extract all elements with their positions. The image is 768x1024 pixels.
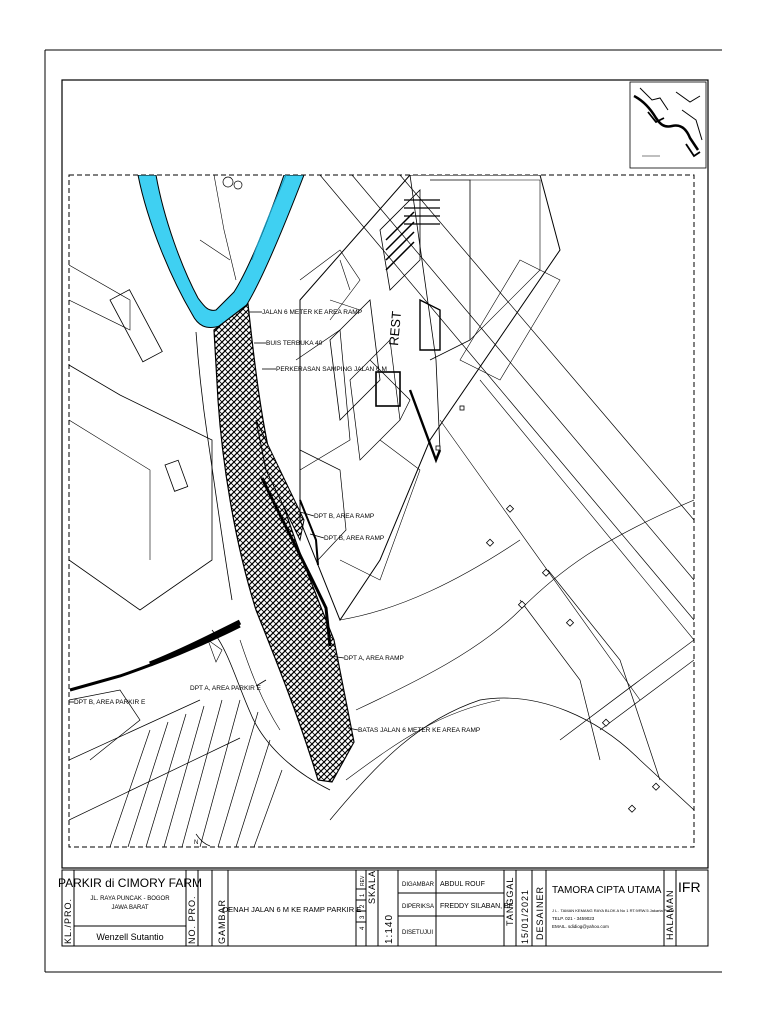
tb-desainer: DESAINER: [535, 885, 545, 940]
parcel-left: [69, 365, 212, 610]
site-markers: [436, 406, 660, 812]
tb-drawing-title: DENAH JALAN 6 M KE RAMP PARKIR E: [222, 905, 362, 914]
tb-address-1: JL. RAYA PUNCAK - BOGOR: [90, 896, 170, 902]
label-dpt-b-ramp-2: DPT B, AREA RAMP: [324, 535, 385, 542]
tb-halaman: HALAMAN: [665, 889, 675, 940]
tb-address-2: JAWA BARAT: [111, 905, 149, 911]
tb-tanggal: TANGGAL: [505, 876, 515, 926]
tb-diperiksa: FREDDY SILABAN, BE: [440, 903, 514, 910]
key-plan-thumbnail: [630, 82, 706, 168]
tb-diperiksa-label: DIPERIKSA: [402, 904, 435, 910]
tb-company-address: J L . TAMAN KEMANG RAYA BLOK A No 1 RT.9/RW.5 Jakarta Pusat: [552, 908, 675, 913]
tb-digambar: ABDUL ROUF: [440, 881, 485, 888]
label-dpt-b-parkir-e: DPT B, AREA PARKIR E: [74, 699, 146, 706]
label-open-drain: BUIS TERBUKA 40: [266, 340, 323, 347]
label-dpt-b-ramp-1: DPT B, AREA RAMP: [314, 513, 375, 520]
tb-gambar: GAMBAR: [217, 898, 227, 944]
label-dpt-a-ramp: DPT A, AREA RAMP: [344, 655, 404, 662]
tb-kl-pro: KL./PRO.: [63, 897, 73, 944]
parking-stalls: [69, 690, 282, 847]
label-dpt-a-parkir-e: DPT A, AREA PARKIR E: [190, 685, 261, 692]
tb-company-tel: TELP. 021 - 3459023: [552, 916, 595, 921]
tb-rev-1: 1: [360, 893, 366, 897]
site-plan: [69, 175, 694, 847]
tb-company: TAMORA CIPTA UTAMA: [552, 885, 662, 896]
label-road-6m: JALAN 6 METER KE AREA RAMP: [262, 309, 363, 316]
tb-disetujui-label: DISETUJUI: [402, 930, 434, 936]
tb-rev-2: 2: [360, 904, 366, 908]
tb-rev-label: REV: [360, 875, 366, 886]
label-rest: REST: [386, 310, 405, 347]
plan-boundary: [69, 175, 694, 847]
tb-rev-4: 4: [360, 926, 366, 930]
label-road-boundary: BATAS JALAN 6 METER KE AREA RAMP: [358, 727, 481, 734]
north-mark: N: [194, 840, 199, 846]
tb-no-pro: NO. PRO.: [187, 895, 197, 944]
tb-scale-value: 1:140: [384, 913, 395, 944]
tb-owner: Wenzell Sutantio: [96, 932, 164, 942]
tb-skala: SKALA: [367, 869, 377, 904]
label-side-pavement: PERKERASAN SAMPING JALAN 6 M: [276, 366, 387, 373]
river: [138, 175, 304, 328]
tb-digambar-label: DIGAMBAR: [402, 882, 435, 888]
tb-project-title: PARKIR di CIMORY FARM: [57, 876, 203, 890]
tb-sheet-code: IFR: [678, 879, 701, 895]
tb-rev-3: 3: [360, 915, 366, 919]
building: [296, 175, 560, 620]
tb-company-email: EMAIL. sdidiog@yahoo.com: [552, 924, 609, 929]
road-6m: [214, 304, 354, 782]
tb-date: 15/01/2021: [520, 888, 530, 944]
